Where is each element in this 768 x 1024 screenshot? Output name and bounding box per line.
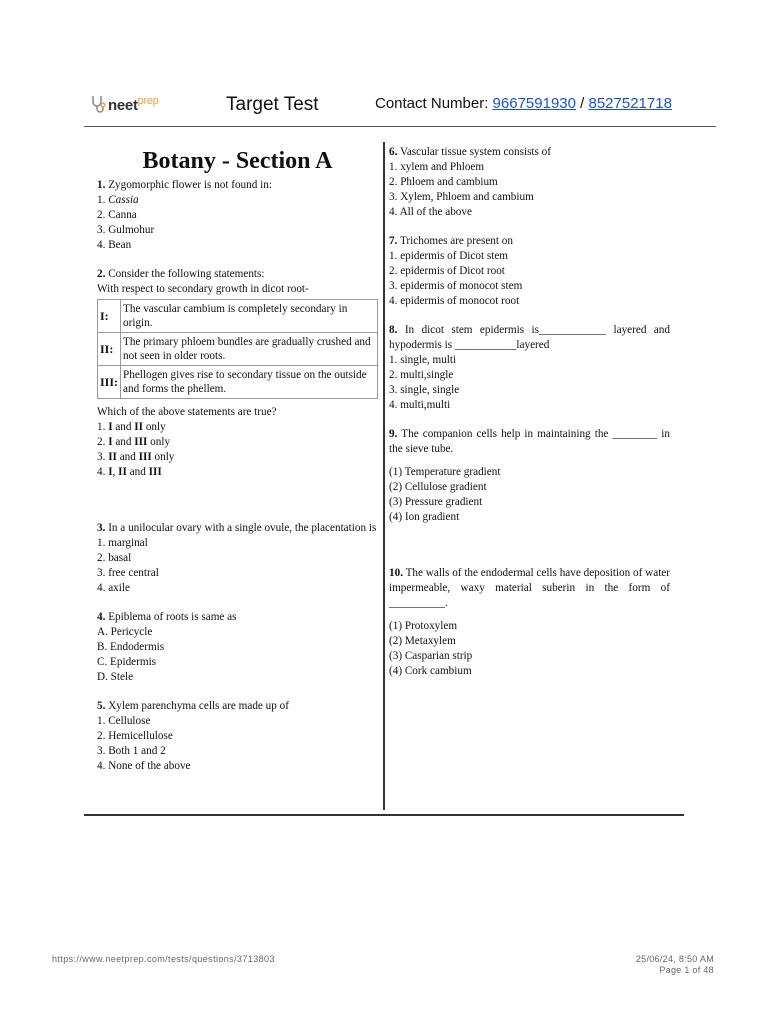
option[interactable]: (3) Casparian strip — [389, 650, 473, 662]
option[interactable]: 2. epidermis of Dicot root — [389, 265, 505, 277]
statement-table: I: The vascular cambium is completely secondary in origin. II: The primary phloem bundles are gradually crushed and not seen in older roots. III: Phellogen gives rise to secondary tissue on the outside and forms the phellem. — [97, 299, 378, 399]
option[interactable]: 1. single, multi — [389, 354, 457, 366]
option[interactable]: 4. axile — [97, 582, 130, 594]
option[interactable]: 3. II and III only — [97, 451, 175, 463]
test-title: Target Test — [226, 94, 319, 115]
option[interactable]: (4) Ion gradient — [389, 511, 460, 523]
option[interactable]: 2. basal — [97, 552, 132, 564]
option[interactable]: 3. Gulmohur — [97, 224, 155, 236]
question-8: 8. In dicot stem epidermis is____________ layered and hypodermis is ___________layered 1. single, multi 2. multi,single 3. single, single 4. multi,multi — [389, 324, 670, 411]
logo-wordmark: neet$^{prep}$ — [108, 94, 159, 114]
footer-datetime: 25/06/24, 8:50 AM — [635, 954, 714, 964]
phone-link-1[interactable]: 9667591930 — [492, 95, 576, 112]
option[interactable]: 4. None of the above — [97, 760, 191, 772]
header-divider — [84, 126, 716, 127]
question-7: 7. Trichomes are present on 1. epidermis of Dicot stem 2. epidermis of Dicot root 3. epidermis of monocot stem 4. epidermis of monocot root — [389, 234, 670, 309]
option[interactable]: 4. Bean — [97, 239, 132, 251]
option[interactable]: 1. epidermis of Dicot stem — [389, 250, 508, 262]
neetprep-logo[interactable] — [90, 94, 158, 114]
question-4: 4. Epiblema of roots is same as A. Pericycle B. Endodermis C. Epidermis D. Stele — [97, 610, 378, 685]
question-5: 5. Xylem parenchyma cells are made up of 1. Cellulose 2. Hemicellulose 3. Both 1 and 2 4. None of the above — [97, 699, 378, 774]
contact-label: Contact Number: — [375, 95, 493, 112]
option[interactable]: 3. epidermis of monocot stem — [389, 280, 523, 292]
option[interactable]: 2. Phloem and cambium — [389, 176, 498, 188]
option[interactable]: 1. Cassia — [97, 194, 139, 206]
option[interactable]: 3. free central — [97, 567, 159, 579]
option[interactable]: 4. All of the above — [389, 206, 472, 218]
right-column — [389, 145, 670, 679]
option[interactable]: 2. Canna — [97, 209, 137, 221]
footer-url[interactable]: https://www.neetprep.com/tests/questions/3713803 — [52, 954, 275, 964]
phone-separator: / — [575, 95, 589, 112]
option[interactable]: 1. xylem and Phloem — [389, 161, 485, 173]
option[interactable]: B. Endodermis — [97, 641, 165, 653]
option[interactable]: 4. multi,multi — [389, 399, 451, 411]
option[interactable]: 3. Both 1 and 2 — [97, 745, 166, 757]
question-10: 10. The walls of the endodermal cells have deposition of water impermeable, waxy material suberin in the form of __________. (1) Protoxylem (2) Metaxylem (3) Casparian strip (4) Cork cambium — [389, 567, 670, 677]
footer-meta — [636, 954, 714, 976]
option[interactable]: 2. Hemicellulose — [97, 730, 173, 742]
section-title: Botany - Section A — [142, 148, 333, 174]
stethoscope-icon — [90, 94, 106, 114]
option[interactable]: (2) Metaxylem — [389, 635, 456, 647]
option[interactable]: (1) Temperature gradient — [389, 466, 501, 478]
option[interactable]: C. Epidermis — [97, 656, 157, 668]
option[interactable]: 4. I, II and III — [97, 466, 162, 478]
question-1: 1. Zygomorphic flower is not found in: 1. Cassia 2. Canna 3. Gulmohur 4. Bean — [97, 178, 378, 253]
left-column — [97, 145, 378, 774]
option[interactable]: 3. Xylem, Phloem and cambium — [389, 191, 534, 203]
option[interactable]: (2) Cellulose gradient — [389, 481, 487, 493]
question-3: 3. In a unilocular ovary with a single ovule, the placentation is 1. marginal 2. basal 3. free central 4. axile — [97, 522, 377, 594]
bottom-divider — [84, 814, 684, 816]
question-2: 2. Consider the following statements: With respect to secondary growth in dicot root- I: The vascular cambium is completely secondary in origin. II: The primary phloem bundles are gradually crushed and not seen in older roots. III: Phellogen gives rise to secondary tissue on the outside and forms the phellem. Which of the above statements are true? 1. I and II only 2. I and III only 3. II and III only 4. I, II and III — [97, 267, 378, 480]
option[interactable]: (1) Protoxylem — [389, 620, 458, 632]
option[interactable]: 2. I and III only — [97, 436, 171, 448]
option[interactable]: (4) Cork cambium — [389, 665, 472, 677]
option[interactable]: 1. I and II only — [97, 421, 166, 433]
phone-link-2[interactable]: 8527521718 — [588, 95, 672, 112]
contact-number — [375, 95, 672, 112]
question-9: 9. The companion cells help in maintaining the ________ in the sieve tube. (1) Temperature gradient (2) Cellulose gradient (3) Pressure gradient (4) Ion gradient — [389, 428, 670, 523]
option[interactable]: D. Stele — [97, 671, 134, 683]
option[interactable]: 2. multi,single — [389, 369, 454, 381]
page-header — [84, 88, 684, 122]
option[interactable]: 3. single, single — [389, 384, 460, 396]
option[interactable]: 1. marginal — [97, 537, 148, 549]
option[interactable]: A. Pericycle — [97, 626, 153, 638]
option[interactable]: 1. Cellulose — [97, 715, 151, 727]
option[interactable]: (3) Pressure gradient — [389, 496, 483, 508]
page-number: Page 1 of 48 — [659, 965, 714, 975]
option[interactable]: 4. epidermis of monocot root — [389, 295, 520, 307]
question-6: 6. Vascular tissue system consists of 1. xylem and Phloem 2. Phloem and cambium 3. Xylem, Phloem and cambium 4. All of the above — [389, 145, 670, 220]
column-divider — [383, 142, 385, 810]
